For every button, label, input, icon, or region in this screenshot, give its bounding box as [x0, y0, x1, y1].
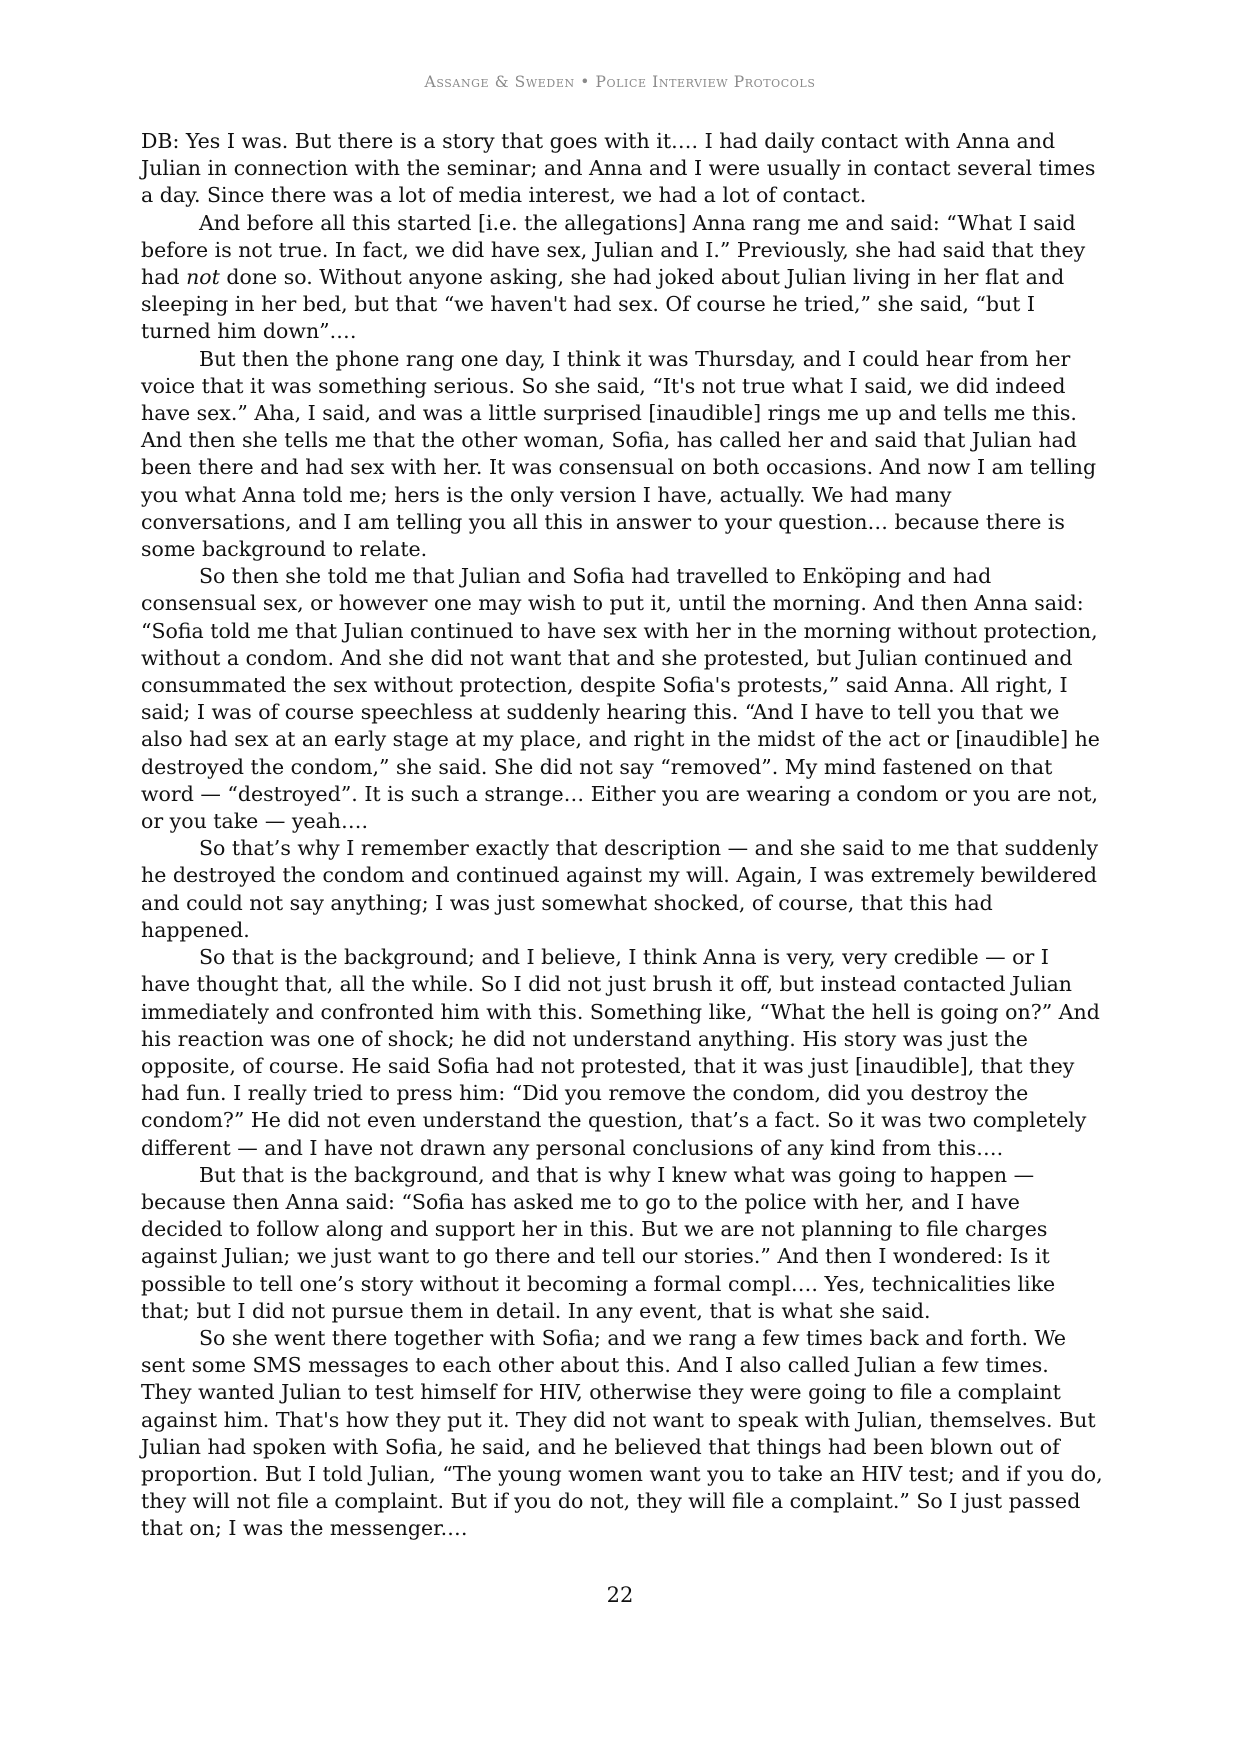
running-header: Assange & Sweden • Police Interview Protocols [424, 73, 816, 91]
paragraph-7: But that is the background, and that is why I knew what was going to happen — because then Anna said: “Sofia has asked me to go to the police with her, and I have decided to follow along and support her in this. But we are not planning to file charges against Julian; we just want to go there and tell our stories.” And then I wondered: Is it possible to tell one’s story without it becoming a formal compl…. Yes, technicalities like that; but I did not pursue them in detail. In any event, that is what she said. [141, 1162, 1056, 1323]
paragraph-5: So that’s why I remember exactly that description — and she said to me that suddenly he destroyed the condom and continued against my will. Again, I was extremely bewildered and could not say anything; I was just somewhat shocked, of course, that this had happened. [141, 836, 1099, 942]
page-number: 22 [606, 1583, 634, 1607]
paragraph-8: So she went there together with Sofia; and we rang a few times back and forth. We sent some SMS messages to each other about this. And I also called Julian a few times. They wanted Julian to test himself for HIV, otherwise they were going to file a complaint against him. That's how they put it. They did not want to speak with Julian, themselves. But Julian had spoken with Sofia, he said, and he believed that things had been blown out of proportion. But I told Julian, “The young women want you to take an HIV test; and if you do, they will not file a complaint. But if you do not, they will file a complaint.” So I just passed that on; I was the messenger.… [141, 1325, 1103, 1541]
paragraph-4: So then she told me that Julian and Sofia had travelled to Enköping and had consensual sex, or however one may wish to put it, until the morning. And then Anna said: “Sofia told me that Julian continued to have sex with her in the morning without protection, without a condom. And she did not want that and she protested, but Julian continued and consummated the sex without protection, despite Sofia's protests,” said Anna. All right, I said; I was of course speechless at suddenly hearing this. “And I have to tell you that we also had sex at an early stage at my place, and right in the midst of the act or [inaudible] he destroyed the condom,” she said. She did not say “removed”. My mind fastened on that word — “destroyed”. It is such a strange… Either you are wearing a condom or you are not, or you take — yeah…. [141, 564, 1100, 834]
paragraph-3: But then the phone rang one day, I think it was Thursday, and I could hear from her voice that it was something serious. So she said, “It's not true what I said, we did indeed have sex.” Aha, I said, and was a little surprised [inaudible] rings me up and tells me this. And then she tells me that the other woman, Sofia, has called her and said that Julian had been there and had sex with her. It was consensual on both occasions. And now I am telling you what Anna told me; hers is the only version I have, actually. We had many conversations, and I am telling you all this in answer to your question… because there is some background to relate. [141, 346, 1097, 562]
paragraph-2-after: done so. Without anyone asking, she had joked about Julian living in her flat and sleeping in her bed, but that “we haven't had sex. Of course he tried,” she said, “but I turned him down”.… [141, 265, 1065, 344]
paragraph-2 [141, 210, 1103, 346]
paragraph-6: So that is the background; and I believe, I think Anna is very, very credible — or I have thought that, all the while. So I did not just brush it off, but instead contacted Julian immediately and confronted him with this. Something like, “What the hell is going on?” And his reaction was one of shock; he did not understand anything. His story was just the opposite, of course. He said Sofia had not protested, that it was just [inaudible], that they had fun. I really tried to press him: “Did you remove the condom, did you destroy the condom?” He did not even understand the question, that’s a fact. So it was two completely different — and I have not drawn any personal conclusions of any kind from this…. [141, 945, 1100, 1160]
paragraph-2-emphasis: not [186, 265, 220, 290]
paragraph-1: DB: Yes I was. But there is a story that goes with it…. I had daily contact with Anna and Julian in connection with the seminar; and Anna and I were usually in contact several times a day. Since there was a lot of media interest, we had a lot of contact. [141, 129, 1096, 208]
paragraph-2-before: And before all this started [i.e. the allegations] Anna rang me and said: “What I said before is not true. In fact, we did have sex, Julian and I.” Previously, she had said that they had [141, 210, 1086, 290]
body-text [141, 128, 1103, 1543]
